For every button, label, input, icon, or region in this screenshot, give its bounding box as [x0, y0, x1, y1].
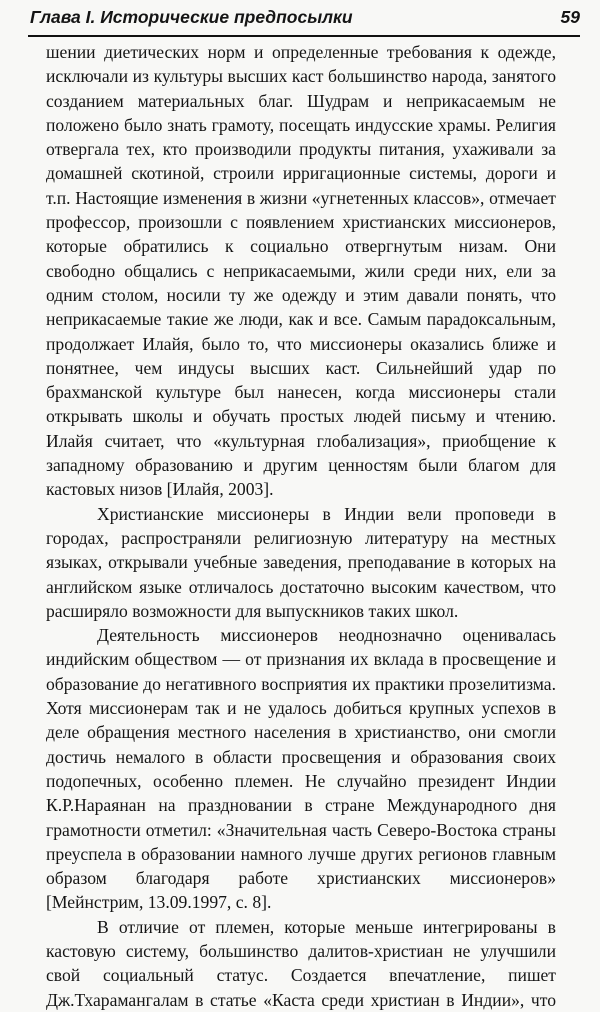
page-number: 59 — [560, 6, 580, 27]
paragraph: Деятельность миссионеров неоднозначно оценивалась индийским обществом — от признания их вклада в просвещение и образование до негативного восприятия их практики прозелитизма. Хотя миссионерам так и не удалось добиться крупных успехов в деле обращения местного населения в христианство, они смогли достичь немалого в области просвещения и образования своих подопечных, особенно племен. Не случайно президент Индии К.Р.Нараянан на праздновании в стране Международного дня грамотности отметил: «Значительная часть Северо-Востока страны преуспела в образовании намного лучше других регионов главным образом благодаря работе христианских миссионеров» [Мейнстрим, 13.09.1997, с. 8]. — [46, 625, 556, 913]
running-head — [30, 2, 580, 32]
paragraph: шении диетических норм и определенные требования к одежде, исключали из культуры высших каст большинство народа, занятого созданием материальных благ. Шудрам и неприкасаемым не положено было знать грамоту, посещать индусские храмы. Религия отвергала тех, кто производили продукты питания, ухаживали за домашней скотиной, строили ирригационные системы, дороги и т.п. Настоящие изменения в жизни «угнетенных классов», отмечает профессор, произошли с появлением христианских миссионеров, которые обратились к социально отвергнутым низам. Они свободно общались с неприкасаемыми, жили среди них, ели за одним столом, носили ту же одежду и этим давали понять, что неприкасаемые такие же люди, как и все. Самым парадоксальным, продолжает Илайя, было то, что миссионеры оказались ближе и понятнее, чем индусы высших каст. Сильнейший удар по брахманской культуре был нанесен, когда миссионеры стали открывать школы и обучать простых людей письму и чтению. Илайя считает, что «культурная глобализация», приобщение к западному образованию и другим ценностям были благом для кастовых низов [Илайя, 2003]. — [46, 42, 556, 500]
header-rule — [28, 35, 580, 37]
chapter-title: Глава I. Исторические предпосылки — [30, 6, 353, 27]
paragraph: Христианские миссионеры в Индии вели проповеди в городах, распространяли религиозную литературу на местных языках, открывали учебные заведения, преподавание в которых на английском языке отличалось достаточно высоким качеством, что расширяло возможности для выпускников таких школ. — [46, 503, 556, 621]
body-text — [46, 40, 556, 1012]
paragraph: В отличие от племен, которые меньше интегрированы в кастовую систему, большинство далитов-христиан не улучшили свой социальный статус. Создается впечатление, пишет Дж.Тхарамангалам в статье «Каста среди христиан в Индии», что — [46, 916, 556, 1010]
